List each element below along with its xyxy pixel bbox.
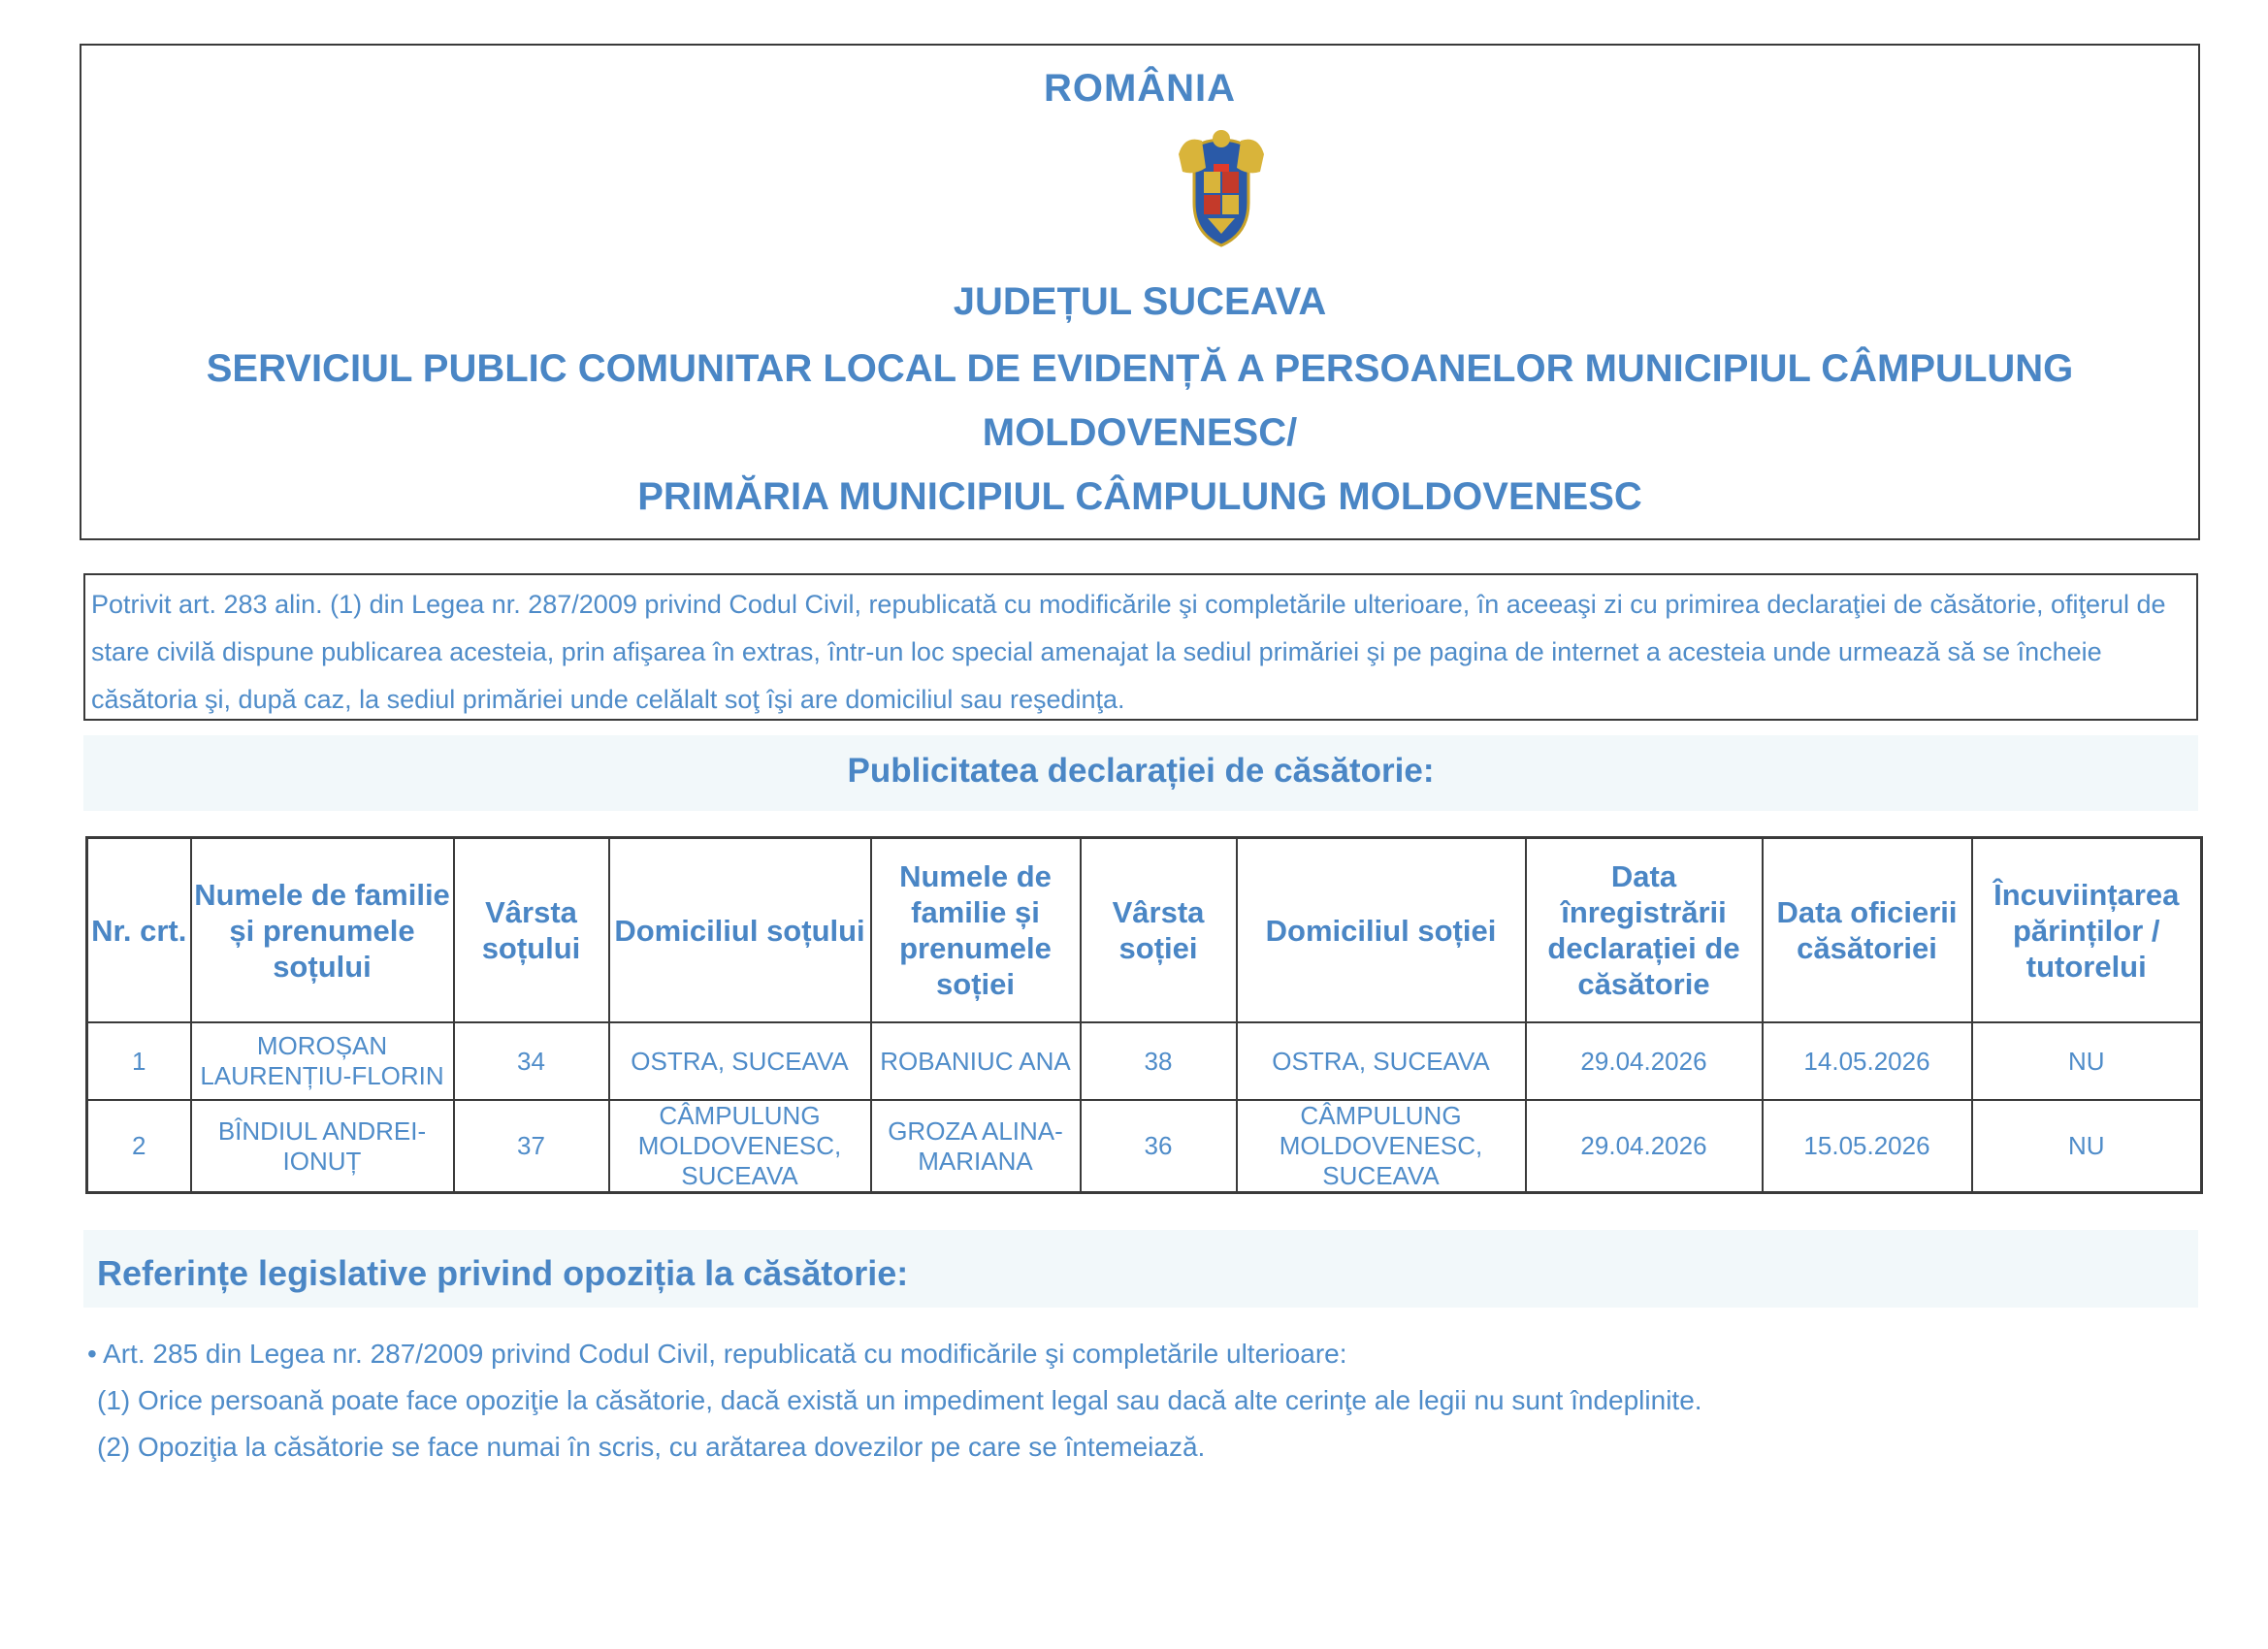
header-parental-consent: Încuviințarea părinților / tutorelui — [1972, 838, 2202, 1023]
cell-husband-age: 37 — [454, 1100, 609, 1193]
header-wife-address: Domiciliul soției — [1237, 838, 1526, 1023]
header-nr: Nr. crt. — [87, 838, 191, 1023]
cell-nr: 1 — [87, 1022, 191, 1100]
references-title: Referințe legislative privind opoziția la căsătorie: — [97, 1253, 909, 1293]
institution-title — [111, 337, 2169, 529]
table-header-row — [87, 838, 2202, 1023]
cell-wife-age: 36 — [1081, 1100, 1237, 1193]
table-row — [87, 1100, 2202, 1193]
cell-nr: 2 — [87, 1100, 191, 1193]
references-list — [87, 1331, 2173, 1471]
reference-line: • Art. 285 din Legea nr. 287/2009 privind Codul Civil, republicată cu modificările şi completările ulterioare: — [87, 1339, 1347, 1369]
cell-husband-age: 34 — [454, 1022, 609, 1100]
country-title: ROMÂNIA — [1043, 67, 1237, 110]
table-row — [87, 1022, 2202, 1100]
cell-wife-age: 38 — [1081, 1022, 1237, 1100]
section-title: Publicitatea declarației de căsătorie: — [847, 752, 1435, 790]
cell-husband-name: BÎNDIUL ANDREI-IONUȚ — [191, 1100, 454, 1193]
institution-line-1: SERVICIUL PUBLIC COMUNITAR LOCAL DE EVIDENȚĂ A PERSOANELOR MUNICIPIUL CÂMPULUNG MOLDOVENESC/ — [206, 347, 2074, 454]
cell-registration-date: 29.04.2026 — [1526, 1022, 1763, 1100]
cell-wife-name: GROZA ALINA-MARIANA — [871, 1100, 1081, 1193]
reference-line: (2) Opoziţia la căsătorie se face numai în scris, cu arătarea dovezilor pe care se întemeiază. — [97, 1432, 1206, 1462]
header-wife-name: Numele de familie și prenumele soției — [871, 838, 1081, 1023]
cell-registration-date: 29.04.2026 — [1526, 1100, 1763, 1193]
cell-wife-address: CÂMPULUNG MOLDOVENESC, SUCEAVA — [1237, 1100, 1526, 1193]
reference-line: (1) Orice persoană poate face opoziţie la căsătorie, dacă există un impediment legal sau dacă alte cerinţe ale legii nu sunt îndeplinite. — [97, 1385, 1702, 1415]
header-marriage-date: Data oficierii căsătoriei — [1763, 838, 1972, 1023]
cell-husband-name: MOROȘAN LAURENȚIU-FLORIN — [191, 1022, 454, 1100]
county-title: JUDEȚUL SUCEAVA — [953, 280, 1327, 323]
header-box — [80, 44, 2200, 540]
header-husband-name: Numele de familie și prenumele soțului — [191, 838, 454, 1023]
cell-parental-consent: NU — [1972, 1022, 2202, 1100]
header-registration-date: Data înregistrării declarației de căsătorie — [1526, 838, 1763, 1023]
institution-line-2: PRIMĂRIA MUNICIPIUL CÂMPULUNG MOLDOVENESC — [637, 475, 1642, 518]
header-husband-age: Vârsta soțului — [454, 838, 609, 1023]
cell-parental-consent: NU — [1972, 1100, 2202, 1193]
cell-wife-name: ROBANIUC ANA — [871, 1022, 1081, 1100]
romania-coat-of-arms-icon — [1173, 125, 1270, 251]
cell-marriage-date: 14.05.2026 — [1763, 1022, 1972, 1100]
marriage-declarations-table — [85, 836, 2203, 1194]
legal-notice: Potrivit art. 283 alin. (1) din Legea nr. 287/2009 privind Codul Civil, republicată cu modificările şi completările ulterioare, în aceeaşi zi cu primirea declaraţiei de căsătorie, ofiţerul de stare civilă dispune publicarea acesteia, prin afişarea în extras, într-un loc special amenajat la sediul primăriei şi pe pagina de internet a acesteia unde urmează să se încheie căsătoria şi, după caz, la sediul primăriei unde celălalt soţ îşi are domiciliul sau reşedinţa. — [83, 573, 2198, 721]
cell-husband-address: CÂMPULUNG MOLDOVENESC, SUCEAVA — [609, 1100, 871, 1193]
header-wife-age: Vârsta soției — [1081, 838, 1237, 1023]
cell-marriage-date: 15.05.2026 — [1763, 1100, 1972, 1193]
cell-wife-address: OSTRA, SUCEAVA — [1237, 1022, 1526, 1100]
header-husband-address: Domiciliul soțului — [609, 838, 871, 1023]
cell-husband-address: OSTRA, SUCEAVA — [609, 1022, 871, 1100]
